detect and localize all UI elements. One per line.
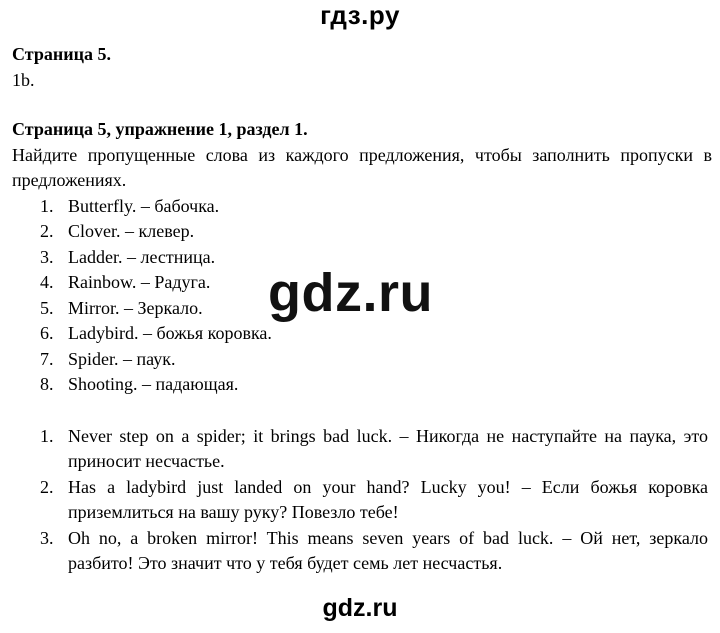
list-item: 1. Butterfly. – бабочка. xyxy=(40,195,220,216)
list-item: 1. Never step on a spider; it brings bad luck. – Никогда не наступайте на паука, это приносит несчастье. xyxy=(40,425,708,471)
list-item: 3. Oh no, a broken mirror! This means seven years of bad luck. – Ой нет, зеркало разбито! Это значит что у тебя будет семь лет несчастья. xyxy=(40,527,708,573)
list-item: 7. Spider. – паук. xyxy=(40,348,176,369)
list-item: 3. Ladder. – лестница. xyxy=(40,246,216,267)
exercise-heading: Страница 5, упражнение 1, раздел 1. xyxy=(12,119,308,139)
list-item: 5. Mirror. – Зеркало. xyxy=(40,297,203,318)
list-item: 8. Shooting. – падающая. xyxy=(40,374,239,394)
watermark-logo: gdz.ru xyxy=(268,263,433,323)
exercise-instruction: Найдите пропущенные слова из каждого предложения, чтобы заполнить пропуски в предложениях. xyxy=(12,144,712,190)
list-item: 2. Has a ladybird just landed on your hand? Lucky you! – Если божья коровка приземлиться на вашу руку? Повезло тебе! xyxy=(40,476,708,522)
list-item: 4. Rainbow. – Радуга. xyxy=(40,272,211,292)
list-item: 6. Ladybird. – божья коровка. xyxy=(40,323,272,343)
site-logo: гдз.ру xyxy=(320,0,400,30)
sentence-list xyxy=(12,424,712,577)
answer-text: 1b. xyxy=(12,69,35,90)
page-heading: Страница 5. xyxy=(12,44,111,64)
list-item: 2. Clover. – клевер. xyxy=(40,221,195,241)
footer-logo: gdz.ru xyxy=(322,594,398,622)
